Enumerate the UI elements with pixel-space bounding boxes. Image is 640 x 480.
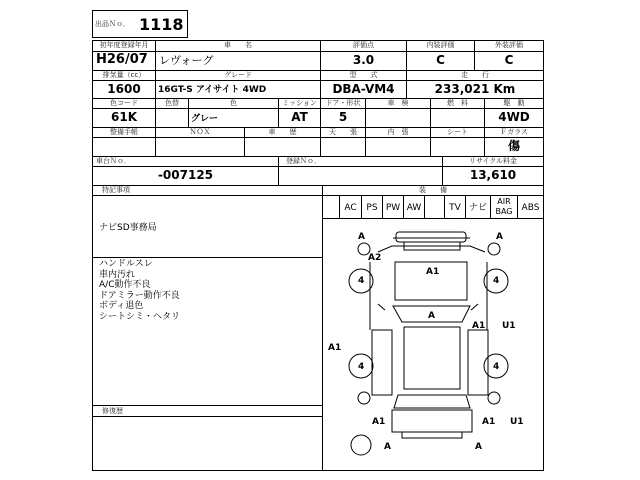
mileage-value: 233,021 Km — [434, 82, 516, 96]
color-code-label: 色コード — [110, 99, 138, 107]
color-change-label: 色替 — [165, 99, 179, 107]
transmission-label: ミッション — [282, 99, 317, 107]
drive-value: 4WD — [498, 110, 530, 124]
damage-mark-front-left: A — [358, 232, 365, 242]
damage-mark-rear-left-wheel: 4 — [358, 362, 365, 372]
displacement-label: 排気量（cc） — [102, 71, 146, 79]
exterior-grade-value: C — [504, 53, 514, 67]
damage-mark-hood: A1 — [426, 267, 440, 277]
repair-history-label: 修復歴 — [102, 407, 123, 415]
transmission-value: AT — [291, 110, 308, 124]
damage-mark-right-front-door-u: U1 — [502, 321, 516, 331]
damage-mark-rear-bumper-right: A — [475, 442, 482, 452]
equipment-item-navi: ナビ — [468, 203, 487, 213]
equipment-item-tv: TV — [449, 203, 461, 213]
damage-mark-front-left-wheel: 4 — [358, 276, 365, 286]
exterior-grade-label: 外装評価 — [495, 41, 523, 49]
equipment-item-abs: ABS — [521, 203, 540, 213]
fuel-label: 燃 料 — [447, 99, 468, 107]
first-registration-value: H26/07 — [96, 52, 148, 67]
lot-number-value: 1118 — [139, 15, 184, 34]
car-name-label: 車 名 — [224, 41, 252, 49]
nox-label: ＮＯＸ — [189, 128, 211, 136]
interior-grade-value: C — [436, 53, 445, 67]
history-label: 車 歴 — [268, 128, 297, 136]
chassis-number-label: 車台Ｎｏ． — [96, 157, 131, 165]
grade-label: グレード — [224, 71, 252, 79]
equipment-item-ac: AC — [344, 203, 357, 213]
score-label: 評価点 — [353, 41, 374, 49]
damage-mark-rear-right-wheel: 4 — [493, 362, 500, 372]
damage-mark-rear-right: A1 — [482, 417, 496, 427]
recycle-fee-value: 13,610 — [469, 168, 517, 182]
damage-mark-right-front-door: A1 — [472, 321, 486, 331]
equipment-item-ps: PS — [366, 203, 378, 213]
equipment-label: 装 備 — [419, 186, 447, 194]
damage-mark-rear-left: A1 — [372, 417, 386, 427]
color-value: グレー — [191, 114, 219, 124]
car-name-value: レヴォーグ — [159, 54, 214, 67]
recycle-fee-label: リサイクル料金 — [468, 157, 518, 165]
damage-mark-rear-right-u: U1 — [510, 417, 524, 427]
grade-value: 16GT-S アイサイト 4WD — [158, 85, 267, 95]
notes-line-1: ナビSD事務局 — [99, 223, 157, 233]
color-label: 色 — [230, 99, 237, 107]
notes-line-2: ハンドルスレ 車内汚れ A/C動作不良 ドアミラー動作不良 ボディ退色 シートシミ・ヘタリ — [99, 259, 181, 322]
score-value: 3.0 — [352, 53, 375, 67]
damage-mark-windshield: A — [428, 311, 435, 321]
door-shape-label: ドア・形状 — [325, 99, 361, 107]
front-glass-value: 傷 — [507, 139, 520, 153]
model-code-label: 型 式 — [349, 71, 378, 79]
interior-grade-label: 内装評価 — [426, 41, 455, 49]
damage-mark-front-left-fender: A2 — [368, 253, 382, 263]
model-code-value: DBA-VM4 — [332, 82, 395, 96]
equipment-item-pw: PW — [385, 203, 401, 213]
lot-number-label: 出品Ｎｏ． — [95, 20, 130, 28]
notes-label: 特記事項 — [102, 186, 130, 194]
registration-number-label: 登録Ｎｏ． — [286, 157, 321, 165]
damage-mark-left-side: A1 — [328, 343, 342, 353]
drive-label: 駆 動 — [503, 99, 525, 107]
seat-label: シート — [447, 128, 468, 136]
damage-mark-rear-bumper-left: A — [384, 442, 391, 452]
color-code-value: 61K — [111, 110, 137, 124]
damage-mark-front-right: A — [496, 232, 503, 242]
headliner-label: 天 張 — [329, 128, 357, 136]
damage-mark-front-right-wheel: 4 — [493, 276, 500, 286]
door-shape-value: 5 — [338, 110, 348, 124]
chassis-number-value: -007125 — [157, 168, 214, 182]
mileage-label: 走 行 — [461, 71, 489, 79]
displacement-value: 1600 — [107, 82, 141, 96]
equipment-item-airbag: AIR BAG — [495, 197, 513, 216]
interior-trim-label: 内 張 — [387, 128, 409, 136]
front-glass-label: Ｆガラス — [500, 128, 528, 136]
service-book-label: 整備手帳 — [110, 128, 138, 136]
equipment-item-aw: AW — [406, 203, 422, 213]
inspection-label: 車 検 — [387, 99, 409, 107]
first-registration-label: 初年度登録年月 — [99, 41, 149, 49]
